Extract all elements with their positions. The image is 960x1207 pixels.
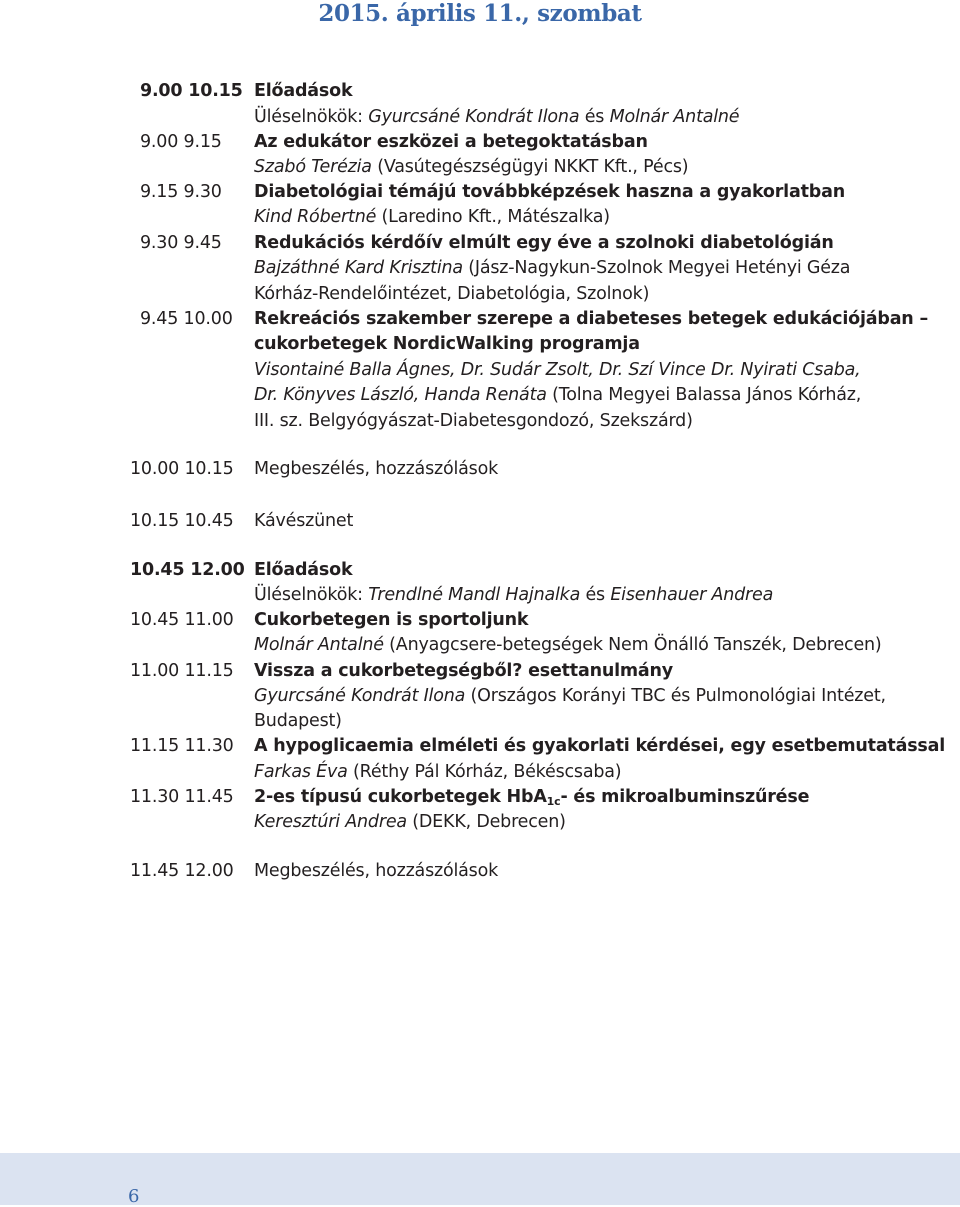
schedule-text [254, 860, 498, 882]
schedule-text [254, 206, 610, 228]
schedule-time: 10.45 11.00 [130, 610, 234, 630]
schedule-text-part: Kávészünet [254, 511, 354, 531]
schedule-text-part: Rekreációs szakember szerepe a diabeteses betegek edukációjában – [254, 309, 929, 329]
schedule-time: 9.00 9.15 [140, 132, 222, 152]
schedule-text-part: Molnár Antalné [254, 635, 384, 655]
schedule-text-part: Dr. Könyves László, Handa Renáta [254, 385, 547, 405]
schedule-time: 9.00 10.15 [140, 81, 243, 101]
schedule-text [254, 181, 845, 203]
schedule-text-part: Molnár Antalné [609, 107, 740, 127]
schedule-text [254, 308, 928, 330]
schedule-text-part: III. sz. Belgyógyászat-Diabetesgondozó, Szekszárd) [254, 411, 693, 431]
schedule-text [254, 283, 649, 305]
footer-band [0, 1153, 960, 1205]
schedule-text-part: Bajzáthné Kard Krisztina [254, 258, 463, 278]
schedule-text-part: Gyurcsáné Kondrát Ilona [254, 686, 466, 706]
schedule-text [254, 156, 688, 178]
schedule-text [254, 232, 834, 254]
schedule-text-part: 2-es típusú cukorbetegek HbA [254, 787, 547, 807]
schedule-text-part: Gyurcsáné Kondrát Ilona [368, 107, 580, 127]
schedule-text [254, 359, 861, 381]
schedule-text-part: 1c [546, 795, 561, 808]
schedule-text-part: Szabó Terézia [254, 157, 372, 177]
schedule-text [254, 609, 528, 631]
schedule-text-part: A hypoglicaemia elméleti és gyakorlati kérdései, egy esetbemutatással [254, 736, 946, 756]
schedule-time: 9.45 10.00 [140, 309, 233, 329]
schedule-text-part: Üléselnökök: [254, 585, 369, 605]
schedule-text [254, 131, 648, 153]
schedule-text [254, 458, 498, 480]
schedule-text-part: (Anyagcsere-betegségek Nem Önálló Tanszék, Debrecen) [383, 635, 882, 655]
schedule-time: 10.45 12.00 [130, 560, 245, 580]
schedule-time: 11.00 11.15 [130, 661, 234, 681]
schedule-text-part: (Jász-Nagykun-Szolnok Megyei Hetényi Géza [462, 258, 851, 278]
schedule-text-part: Vissza a cukorbetegségből? esettanulmány [254, 661, 673, 681]
schedule-text [254, 584, 773, 606]
schedule-text-part: Keresztúri Andrea [254, 812, 407, 832]
schedule-text-part: (Tolna Megyei Balassa János Kórház, [546, 385, 862, 405]
schedule-text-part: és [580, 585, 611, 605]
schedule-text-part: Eisenhauer Andrea [610, 585, 774, 605]
schedule-text [254, 634, 882, 656]
schedule-text-part: Kind Róbertné [254, 207, 377, 227]
schedule-time: 11.15 11.30 [130, 736, 234, 756]
schedule-text [254, 811, 566, 833]
day-title: 2015. április 11., szombat [318, 0, 642, 27]
schedule-text [254, 106, 739, 128]
schedule-text-part: (Laredino Kft., Mátészalka) [376, 207, 610, 227]
schedule-text [254, 257, 850, 279]
schedule-text-part: (DEKK, Debrecen) [406, 812, 566, 832]
schedule-text-part: Farkas Éva [254, 762, 348, 782]
schedule-text [254, 80, 352, 102]
schedule-text-part: Megbeszélés, hozzászólások [254, 459, 499, 479]
schedule-text-part: és [579, 107, 610, 127]
schedule-text-part: Redukációs kérdőív elmúlt egy éve a szolnoki diabetológián [254, 233, 834, 253]
schedule-text [254, 660, 673, 682]
schedule-text [254, 559, 352, 581]
schedule-text-part: cukorbetegek NordicWalking programja [254, 334, 640, 354]
schedule-time: 11.30 11.45 [130, 787, 234, 807]
schedule-text [254, 510, 353, 532]
schedule-text [254, 333, 640, 355]
schedule-text-part: (Országos Korányi TBC és Pulmonológiai Intézet, [465, 686, 886, 706]
schedule-text [254, 685, 886, 707]
schedule-text-part: Megbeszélés, hozzászólások [254, 861, 499, 881]
schedule-text-part: Trendlné Mandl Hajnalka [368, 585, 581, 605]
schedule-text-part: Üléselnökök: [254, 107, 369, 127]
schedule-text-part: Az edukátor eszközei a betegoktatásban [254, 132, 648, 152]
schedule-time: 10.00 10.15 [130, 459, 234, 479]
schedule-time: 9.15 9.30 [140, 182, 222, 202]
schedule-time: 11.45 12.00 [130, 861, 234, 881]
schedule-text-part: Előadások [254, 81, 353, 101]
schedule-text [254, 761, 621, 783]
schedule-time: 9.30 9.45 [140, 233, 222, 253]
schedule-text [254, 735, 945, 757]
schedule-text-part: (Vasútegészségügyi NKKT Kft., Pécs) [371, 157, 689, 177]
schedule-text-part: Cukorbetegen is sportoljunk [254, 610, 529, 630]
schedule-text [254, 410, 693, 432]
schedule-text-part: Diabetológiai témájú továbbképzések haszna a gyakorlatban [254, 182, 845, 202]
schedule-text-part: Kórház-Rendelőintézet, Diabetológia, Szolnok) [254, 284, 650, 304]
page-number: 6 [128, 1186, 140, 1207]
schedule-text [254, 710, 342, 732]
schedule-text-part: Visontainé Balla Ágnes, Dr. Sudár Zsolt, Dr. Szí Vince Dr. Nyirati Csaba, [254, 360, 861, 380]
schedule-text-part: Budapest) [254, 711, 342, 731]
schedule-text [254, 384, 861, 406]
schedule-time: 10.15 10.45 [130, 511, 234, 531]
schedule-text-part: (Réthy Pál Kórház, Békéscsaba) [347, 762, 622, 782]
schedule-text-part: Előadások [254, 560, 353, 580]
schedule-text-part: - és mikroalbuminszűrése [560, 787, 810, 807]
schedule-text [254, 786, 809, 808]
